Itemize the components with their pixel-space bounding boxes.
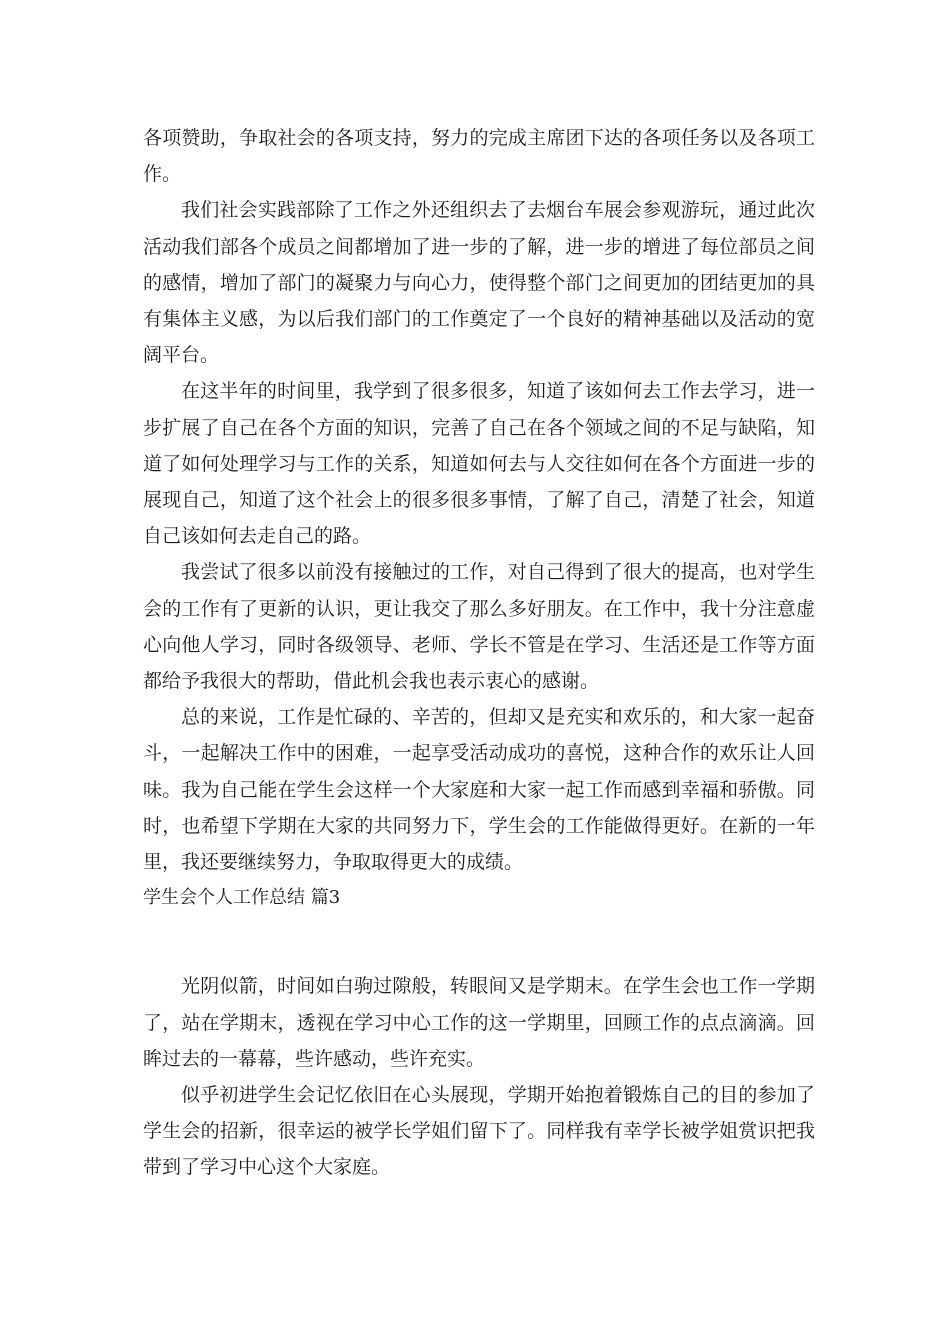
paragraph-4: 我尝试了很多以前没有接触过的工作，对自己得到了很大的提高，也对学生会的工作有了更新的认识，更让我交了那么多好朋友。在工作中，我十分注意虚心向他人学习，同时各级领导、老师、学长不管是在学习、生活还是工作等方面都给予我很大的帮助，借此机会我也表示衷心的感谢。 [143, 561, 815, 693]
document-body [143, 120, 815, 1186]
paragraph-5: 总的来说，工作是忙碌的、辛苦的，但却又是充实和欢乐的，和大家一起奋斗，一起解决工作中的困难，一起享受活动成功的喜悦，这种合作的欢乐让人回味。我为自己能在学生会这样一个大家庭和大家一起工作而感到幸福和骄傲。同时，也希望下学期在大家的共同努力下，学生会的工作能做得更好。在新的一年里，我还要继续努力，争取取得更大的成绩。 [143, 706, 815, 874]
paragraph-6: 光阴似箭，时间如白驹过隙般，转眼间又是学期末。在学生会也工作一学期了，站在学期末，透视在学习中心工作的这一学期里，回顾工作的点点滴滴。回眸过去的一幕幕，些许感动，些许充实。 [143, 975, 815, 1070]
paragraph-3: 在这半年的时间里，我学到了很多很多，知道了该如何去工作去学习，进一步扩展了自己在各个方面的知识，完善了自己在各个领域之间的不足与缺陷，知道了如何处理学习与工作的关系，知道如何去与人交往如何在各个方面进一步的展现自己，知道了这个社会上的很多很多事情，了解了自己，清楚了社会，知道自己该如何去走自己的路。 [143, 380, 815, 548]
section-heading: 学生会个人工作总结 篇3 [143, 887, 341, 909]
paragraph-2: 我们社会实践部除了工作之外还组织去了去烟台车展会参观游玩，通过此次活动我们部各个成员之间都增加了进一步的了解，进一步的增进了每位部员之间的感情，增加了部门的凝聚力与向心力，使得整个部门之间更加的团结更加的具有集体主义感，为以后我们部门的工作奠定了一个良好的精神基础以及活动的宽阔平台。 [143, 199, 815, 367]
paragraph-7: 似乎初进学生会记忆依旧在心头展现，学期开始抱着锻炼自己的目的参加了学生会的招新，很幸运的被学长学姐们留下了。同样我有幸学长被学姐赏识把我带到了学习中心这个大家庭。 [143, 1084, 815, 1179]
section-spacer [143, 916, 815, 968]
paragraph-1: 各项赞助，争取社会的各项支持，努力的完成主席团下达的各项任务以及各项工作。 [143, 127, 815, 186]
